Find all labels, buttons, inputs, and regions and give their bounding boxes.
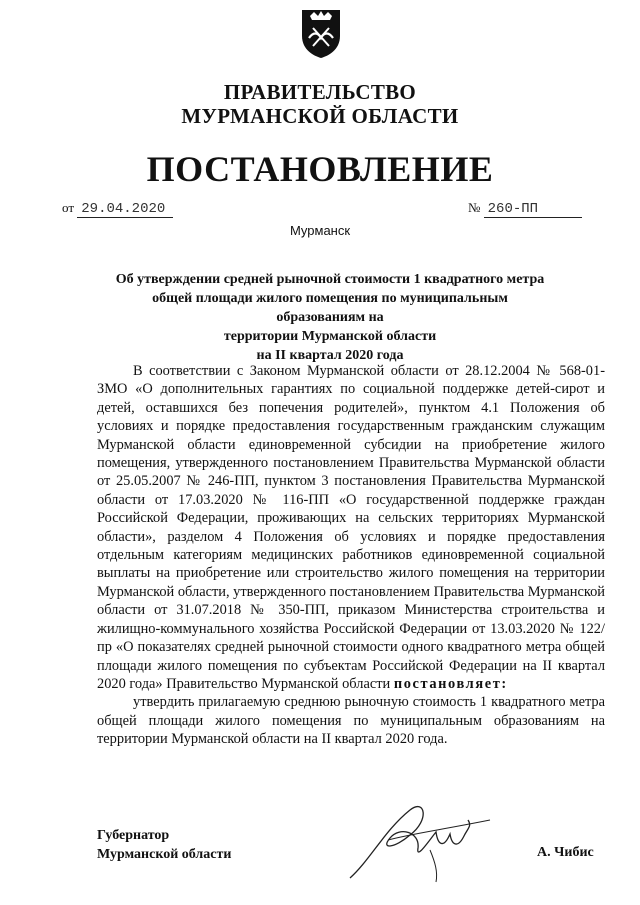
city-name: Мурманск <box>289 223 351 238</box>
date-field <box>62 200 173 218</box>
body-paragraph-1 <box>97 362 605 693</box>
decree-word: постановляет: <box>393 675 508 692</box>
preamble-text: В соответствии с Законом Мурманской области от 28.12.2004 № 568-01-ЗМО «О дополнительных гарантиях по социальной поддержке детей-сирот и детей, оставшихся без попечения родителей», пунктом 4.1 Положения об условиях и порядке предоставления государственным гражданским служащим Мурманской области единовременной субсидии на приобретение жилого помещения, утвержденного постановлением Правительства Мурманской области от 25.05.2007 № 246-ПП, пунктом 3 постановления Правительства Мурманской области от 17.03.2020 № 116-ПП «О государственной поддержке граждан Российской Федерации, проживающих на сельских территориях Мурманской области», разделом 4 Положения об условиях и порядке предоставления отдельным категориям медицинских работников единовременной социальной выплаты на приобретение или строительство жилого помещения на территории Мурманской области, утвержденного постановлением Правительства Мурманской области от 31.07.2018 № 350-ПП, приказом Министерства строительства и жилищно-коммунального хозяйства Российской Федерации от 13.03.2020 № 122/пр «О показателях средней рыночной стоимости одного квадратного метра общей площади жилого помещения по субъектам Российской Федерации на II квартал 2020 года» Правительство Мурманской области <box>97 363 605 692</box>
date-value: 29.04.2020 <box>77 201 173 218</box>
subject-line2: общей площади жилого помещения по муниципальным образованиям на <box>152 291 508 325</box>
organization-name-line1: ПРАВИТЕЛЬСТВО <box>223 80 417 104</box>
number-label: № <box>468 200 481 215</box>
date-label: от <box>62 200 75 215</box>
number-field <box>468 200 582 218</box>
organization-name-line2: МУРМАНСКОЙ ОБЛАСТИ <box>181 104 459 128</box>
number-value: 260-ПП <box>484 201 582 218</box>
document-body <box>97 362 605 749</box>
signatory-position-line2: Мурманской области <box>97 847 232 862</box>
document-subject <box>110 270 550 365</box>
subject-line3: территории Мурманской области <box>223 329 437 344</box>
subject-line4: на II квартал 2020 года <box>256 348 404 363</box>
signatory-position <box>97 826 231 864</box>
handwritten-signature-icon <box>340 790 500 890</box>
coat-of-arms-icon <box>298 6 344 60</box>
document-type-title: ПОСТАНОВЛЕНИЕ <box>146 149 494 189</box>
body-paragraph-2: утвердить прилагаемую среднюю рыночную стоимость 1 квадратного метра общей площади жилого помещения по муниципальным образованиям на территории Мурманской области на II квартал 2020 года. <box>97 694 605 748</box>
signatory-position-line1: Губернатор <box>97 828 170 843</box>
subject-line1: Об утверждении средней рыночной стоимости 1 квадратного метра <box>115 272 545 287</box>
signatory-name: А. Чибис <box>537 845 594 860</box>
